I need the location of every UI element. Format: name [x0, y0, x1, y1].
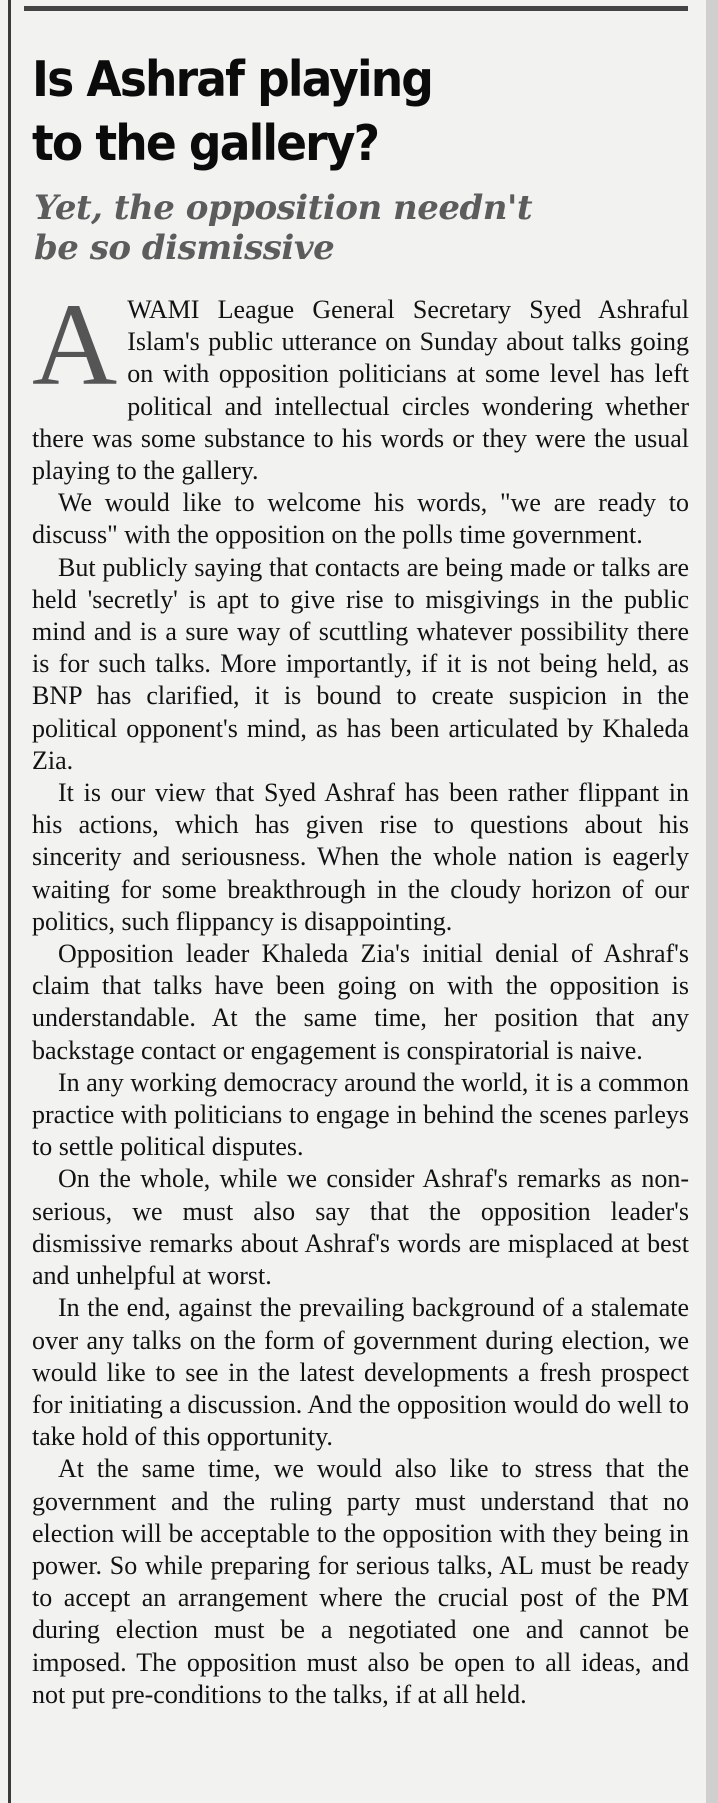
paragraph-3: But publicly saying that contacts are being made or talks are held 'secretly' is apt to give rise to misgivings in the public mind and is a sure way of scuttling whatever possibility there is for such talks. More importantly, if it is not being held, as BNP has clarified, it is bound to create suspicion in the political opponent's mind, as has been articulated by Khaleda Zia. [32, 552, 689, 775]
headline-line-2: to the gallery? [32, 115, 379, 172]
paragraph-4: It is our view that Syed Ashraf has been rather flippant in his actions, which has given rise to questions about his sincerity and seriousness. When the whole nation is eagerly waiting for some breakthrough in the cloudy horizon of our politics, such flippancy is disappointing. [32, 778, 689, 936]
paragraph-1-text: WAMI League General Secretary Syed Ashraful Islam's public utterance on Sunday about talks going on with opposition politicians at some level has left political and intellectual circles wondering whether there was some substance to his words or they were the usual playing to the gallery. [32, 295, 689, 486]
article-body [32, 279, 689, 1711]
top-rule [24, 6, 688, 11]
drop-cap: A [32, 279, 118, 410]
left-column-rule [8, 0, 11, 1803]
paragraph-1 [32, 279, 689, 487]
paragraph-6: In any working democracy around the world, it is a common practice with politicians to engage in behind the scenes parleys to settle political disputes. [32, 1067, 689, 1162]
headline [32, 48, 643, 176]
page-edge [706, 0, 718, 1803]
editorial-article [32, 48, 689, 1711]
paragraph-2: We would like to welcome his words, "we are ready to discuss" with the opposition on the polls time government. [32, 488, 689, 550]
subheadline: Yet, the opposition needn't be so dismissive [34, 188, 533, 268]
paragraph-8: In the end, against the prevailing background of a stalemate over any talks on the form of government during election, we would like to see in the latest developments a fresh prospect for initiating a discussion. And the opposition would do well to take hold of this opportunity. [32, 1293, 689, 1452]
paragraph-5: Opposition leader Khaleda Zia's initial denial of Ashraf's claim that talks have been going on with the opposition is understandable. At the same time, her position that any backstage contact or engagement is conspiratorial is naive. [32, 939, 689, 1065]
paragraph-7: On the whole, while we consider Ashraf's remarks as non-serious, we must also say that the opposition leader's dismissive remarks about Ashraf's words are misplaced at best and unhelpful at worst. [32, 1164, 689, 1291]
headline-line-1: Is Ashraf playing [32, 51, 433, 108]
paragraph-9: At the same time, we would also like to stress that the government and the ruling party must understand that no election will be acceptable to the opposition with they being in power. So while preparing for serious talks, AL must be ready to accept an arrangement where the crucial post of the PM during election must be a negotiated one and cannot be imposed. The opposition must also be open to all ideas, and not put pre-conditions to the talks, if at all held. [32, 1454, 689, 1709]
